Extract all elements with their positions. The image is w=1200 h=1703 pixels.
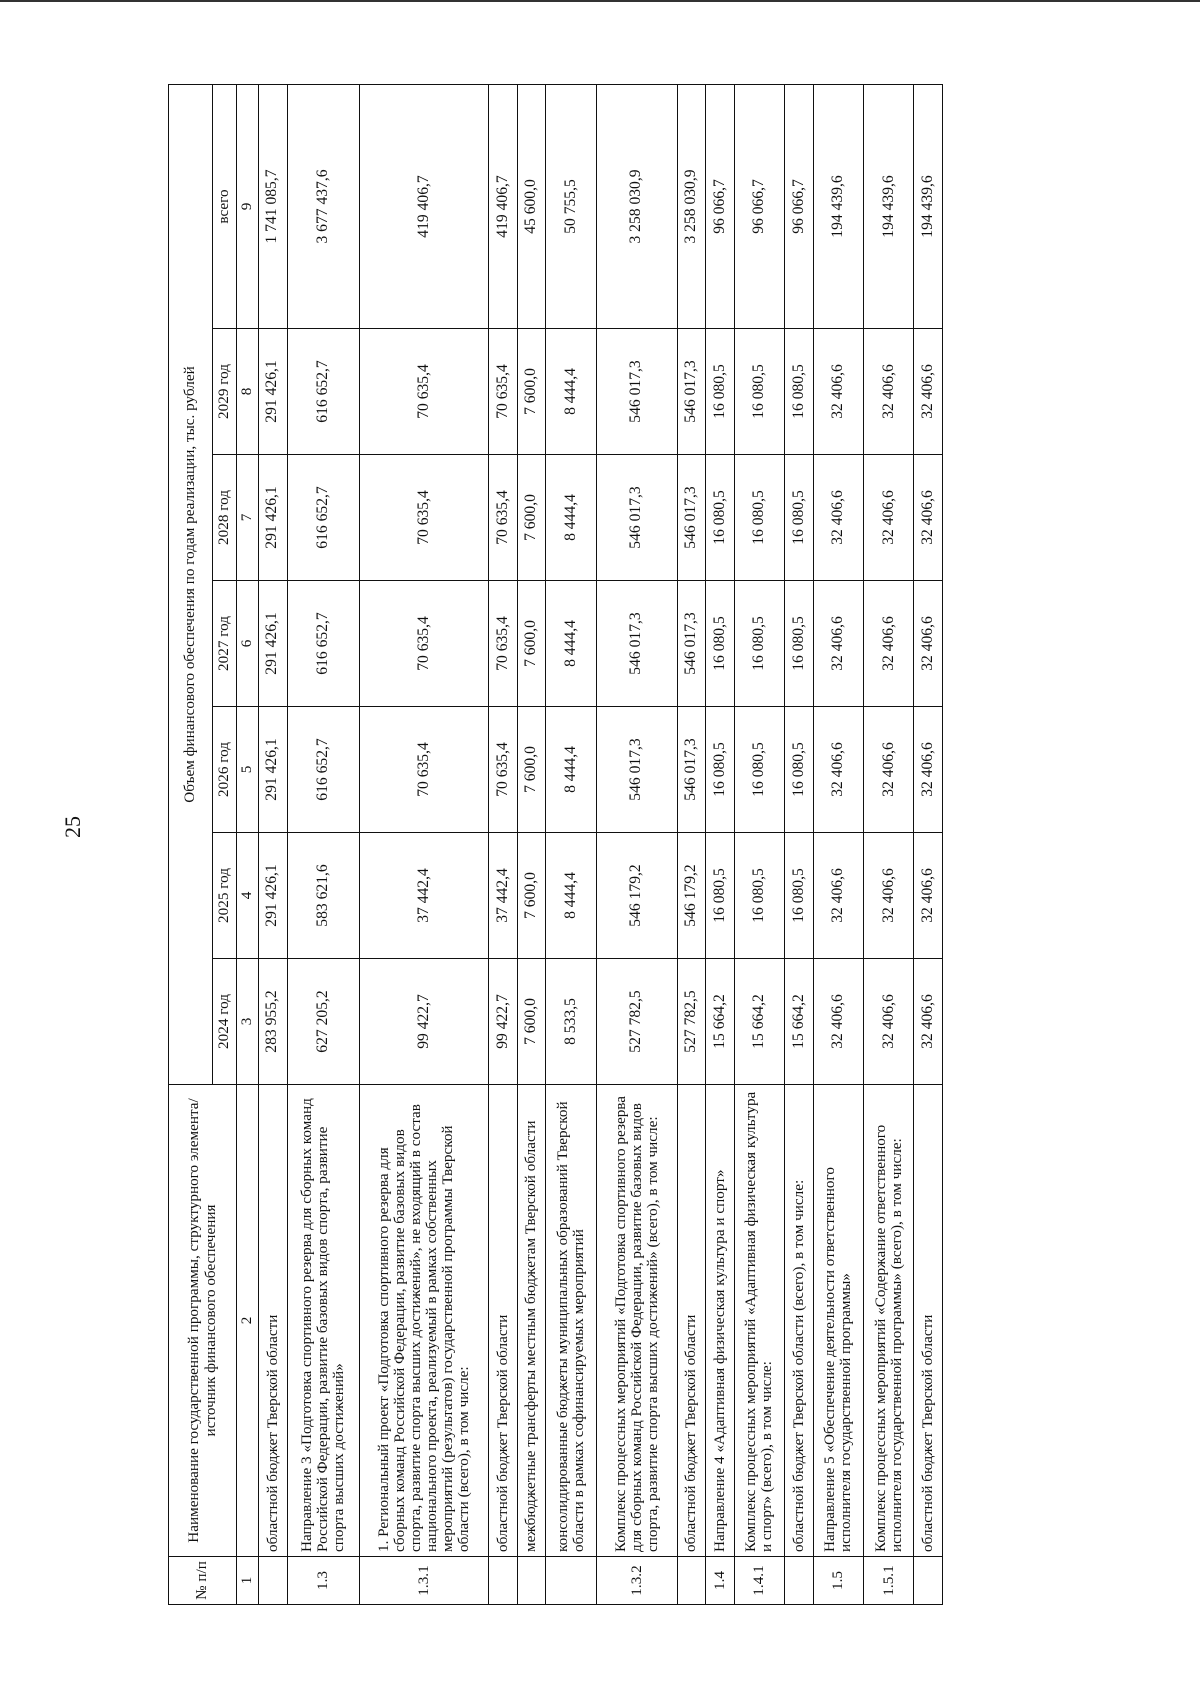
year-value: 7 600,0 <box>517 455 546 581</box>
table-row <box>813 84 863 1604</box>
total-value: 3 258 030,9 <box>677 84 706 328</box>
year-value: 32 406,6 <box>864 707 914 833</box>
header-total: всего <box>213 84 237 328</box>
header-no: № п/п <box>169 1557 237 1605</box>
year-value: 616 652,7 <box>287 707 359 833</box>
year-value: 32 406,6 <box>864 959 914 1085</box>
rotated-table-container <box>168 85 943 1605</box>
row-name: областной бюджет Тверской области (всего), в том числе: <box>785 1085 814 1557</box>
year-value: 583 621,6 <box>287 833 359 959</box>
total-value: 96 066,7 <box>734 84 784 328</box>
year-value: 32 406,6 <box>914 581 943 707</box>
year-value: 546 017,3 <box>596 581 677 707</box>
row-number <box>914 1557 943 1605</box>
year-value: 291 426,1 <box>259 329 288 455</box>
year-value: 16 080,5 <box>734 455 784 581</box>
header-year: 2028 год <box>213 455 237 581</box>
year-value: 546 017,3 <box>596 707 677 833</box>
year-value: 32 406,6 <box>914 329 943 455</box>
total-value: 96 066,7 <box>785 84 814 328</box>
header-year: 2026 год <box>213 707 237 833</box>
row-name: Направление 3 «Подготовка спортивного резерва для сборных команд Российской Федерации, развитие базовых видов спорта, развитие спорта высших достижений» <box>287 1085 359 1557</box>
year-value: 32 406,6 <box>813 455 863 581</box>
row-name: областной бюджет Тверской области <box>914 1085 943 1557</box>
row-name: 1. Региональный проект «Подготовка спортивного резерва для сборных команд Российской Федерации, развитие базовых видов спорта, развитие спорта высших достижений», не входящий в состав национального проекта, реализуемый в рамках собственных мероприятий (результатов) государственной программы Тверской области (всего), в том числе: <box>359 1085 488 1557</box>
total-value: 96 066,7 <box>706 84 735 328</box>
year-value: 32 406,6 <box>813 581 863 707</box>
year-value: 70 635,4 <box>359 455 488 581</box>
year-value: 32 406,6 <box>914 833 943 959</box>
year-value: 15 664,2 <box>785 959 814 1085</box>
year-value: 70 635,4 <box>489 581 518 707</box>
year-value: 16 080,5 <box>785 329 814 455</box>
row-name: консолидированные бюджеты муниципальных образований Тверской области в рамках софинансируемых мероприятий <box>546 1085 596 1557</box>
year-value: 37 442,4 <box>489 833 518 959</box>
row-number: 1.3 <box>287 1557 359 1605</box>
table-row <box>359 84 488 1604</box>
year-value: 16 080,5 <box>706 329 735 455</box>
index-cell: 6 <box>237 581 259 707</box>
year-value: 32 406,6 <box>914 707 943 833</box>
table-row <box>489 84 518 1604</box>
index-cell: 1 <box>237 1557 259 1605</box>
total-value: 419 406,7 <box>359 84 488 328</box>
budget-table <box>168 84 943 1605</box>
year-value: 32 406,6 <box>914 959 943 1085</box>
year-value: 546 179,2 <box>596 833 677 959</box>
year-value: 32 406,6 <box>864 833 914 959</box>
index-cell: 3 <box>237 959 259 1085</box>
total-value: 194 439,6 <box>864 84 914 328</box>
row-name: областной бюджет Тверской области <box>259 1085 288 1557</box>
year-value: 8 444,4 <box>546 707 596 833</box>
year-value: 7 600,0 <box>517 707 546 833</box>
year-value: 16 080,5 <box>785 455 814 581</box>
year-value: 546 017,3 <box>677 329 706 455</box>
year-value: 546 017,3 <box>677 455 706 581</box>
row-name: межбюджетные трансферты местным бюджетам Тверской области <box>517 1085 546 1557</box>
header-name: Наименование государственной программы, структурного элемента/источник финансового обеспечения <box>169 1085 237 1557</box>
row-number <box>259 1557 288 1605</box>
year-value: 291 426,1 <box>259 455 288 581</box>
row-number <box>546 1557 596 1605</box>
year-value: 16 080,5 <box>785 581 814 707</box>
year-value: 99 422,7 <box>359 959 488 1085</box>
table-row <box>785 84 814 1604</box>
header-funding-group: Объем финансового обеспечения по годам реализации, тыс. рублей <box>169 84 213 1084</box>
row-number: 1.3.1 <box>359 1557 488 1605</box>
year-value: 8 444,4 <box>546 329 596 455</box>
header-year: 2029 год <box>213 329 237 455</box>
year-value: 616 652,7 <box>287 329 359 455</box>
year-value: 16 080,5 <box>734 329 784 455</box>
year-value: 32 406,6 <box>864 329 914 455</box>
year-value: 70 635,4 <box>359 329 488 455</box>
header-year: 2024 год <box>213 959 237 1085</box>
row-number <box>517 1557 546 1605</box>
total-value: 419 406,7 <box>489 84 518 328</box>
year-value: 8 444,4 <box>546 455 596 581</box>
row-name: Направление 4 «Адаптивная физическая культура и спорт» <box>706 1085 735 1557</box>
year-value: 7 600,0 <box>517 329 546 455</box>
year-value: 32 406,6 <box>813 959 863 1085</box>
year-value: 32 406,6 <box>813 707 863 833</box>
index-cell: 7 <box>237 455 259 581</box>
header-year: 2027 год <box>213 581 237 707</box>
year-value: 546 017,3 <box>596 329 677 455</box>
index-cell: 5 <box>237 707 259 833</box>
year-value: 16 080,5 <box>706 833 735 959</box>
row-number: 1.4 <box>706 1557 735 1605</box>
year-value: 527 782,5 <box>596 959 677 1085</box>
total-value: 3 258 030,9 <box>596 84 677 328</box>
year-value: 8 533,5 <box>546 959 596 1085</box>
index-row <box>237 84 259 1604</box>
year-value: 70 635,4 <box>359 707 488 833</box>
year-value: 291 426,1 <box>259 581 288 707</box>
header-row-1 <box>169 84 213 1604</box>
table-row <box>517 84 546 1604</box>
year-value: 283 955,2 <box>259 959 288 1085</box>
year-value: 32 406,6 <box>864 455 914 581</box>
year-value: 99 422,7 <box>489 959 518 1085</box>
row-number: 1.5 <box>813 1557 863 1605</box>
year-value: 15 664,2 <box>706 959 735 1085</box>
table-row <box>864 84 914 1604</box>
total-value: 1 741 085,7 <box>259 84 288 328</box>
total-value: 194 439,6 <box>813 84 863 328</box>
table-header <box>169 84 259 1604</box>
year-value: 16 080,5 <box>706 455 735 581</box>
row-number: 1.4.1 <box>734 1557 784 1605</box>
year-value: 32 406,6 <box>864 581 914 707</box>
year-value: 16 080,5 <box>785 707 814 833</box>
index-cell: 4 <box>237 833 259 959</box>
year-value: 32 406,6 <box>813 833 863 959</box>
year-value: 7 600,0 <box>517 833 546 959</box>
year-value: 7 600,0 <box>517 581 546 707</box>
year-value: 16 080,5 <box>706 707 735 833</box>
row-name: областной бюджет Тверской области <box>489 1085 518 1557</box>
year-value: 527 782,5 <box>677 959 706 1085</box>
row-number: 1.3.2 <box>596 1557 677 1605</box>
table-row <box>914 84 943 1604</box>
year-value: 70 635,4 <box>489 455 518 581</box>
year-value: 32 406,6 <box>914 455 943 581</box>
table-row <box>734 84 784 1604</box>
year-value: 70 635,4 <box>359 581 488 707</box>
year-value: 616 652,7 <box>287 455 359 581</box>
year-value: 32 406,6 <box>813 329 863 455</box>
table-row <box>287 84 359 1604</box>
row-number <box>677 1557 706 1605</box>
year-value: 7 600,0 <box>517 959 546 1085</box>
index-cell: 8 <box>237 329 259 455</box>
year-value: 8 444,4 <box>546 581 596 707</box>
year-value: 546 179,2 <box>677 833 706 959</box>
year-value: 546 017,3 <box>596 455 677 581</box>
row-number <box>489 1557 518 1605</box>
header-year: 2025 год <box>213 833 237 959</box>
total-value: 3 677 437,6 <box>287 84 359 328</box>
year-value: 15 664,2 <box>734 959 784 1085</box>
total-value: 50 755,5 <box>546 84 596 328</box>
table-row <box>596 84 677 1604</box>
table-row <box>546 84 596 1604</box>
table-body <box>259 84 943 1604</box>
year-value: 627 205,2 <box>287 959 359 1085</box>
row-number: 1.5.1 <box>864 1557 914 1605</box>
total-value: 45 600,0 <box>517 84 546 328</box>
year-value: 546 017,3 <box>677 707 706 833</box>
row-number <box>785 1557 814 1605</box>
total-value: 194 439,6 <box>914 84 943 328</box>
year-value: 16 080,5 <box>734 581 784 707</box>
table-row <box>677 84 706 1604</box>
year-value: 16 080,5 <box>706 581 735 707</box>
row-name: Комплекс процессных мероприятий «Содержание ответственного исполнителя государственной программы» (всего), в том числе: <box>864 1085 914 1557</box>
page-number: 25 <box>60 816 85 838</box>
year-value: 546 017,3 <box>677 581 706 707</box>
index-cell: 2 <box>237 1085 259 1557</box>
year-value: 291 426,1 <box>259 833 288 959</box>
year-value: 8 444,4 <box>546 833 596 959</box>
scan-top-edge <box>0 0 1200 2</box>
row-name: Комплекс процессных мероприятий «Адаптивная физическая культура и спорт» (всего), в том числе: <box>734 1085 784 1557</box>
year-value: 16 080,5 <box>734 833 784 959</box>
year-value: 70 635,4 <box>489 329 518 455</box>
year-value: 16 080,5 <box>734 707 784 833</box>
year-value: 291 426,1 <box>259 707 288 833</box>
year-value: 16 080,5 <box>785 833 814 959</box>
row-name: Направление 5 «Обеспечение деятельности ответственного исполнителя государственной программы» <box>813 1085 863 1557</box>
table-row <box>259 84 288 1604</box>
year-value: 616 652,7 <box>287 581 359 707</box>
year-value: 37 442,4 <box>359 833 488 959</box>
table-row <box>706 84 735 1604</box>
row-name: Комплекс процессных мероприятий «Подготовка спортивного резерва для сборных команд Российской Федерации, развитие базовых видов спорта, развитие спорта высших достижений» (всего), в том числе: <box>596 1085 677 1557</box>
index-cell: 9 <box>237 84 259 328</box>
year-value: 70 635,4 <box>489 707 518 833</box>
row-name: областной бюджет Тверской области <box>677 1085 706 1557</box>
